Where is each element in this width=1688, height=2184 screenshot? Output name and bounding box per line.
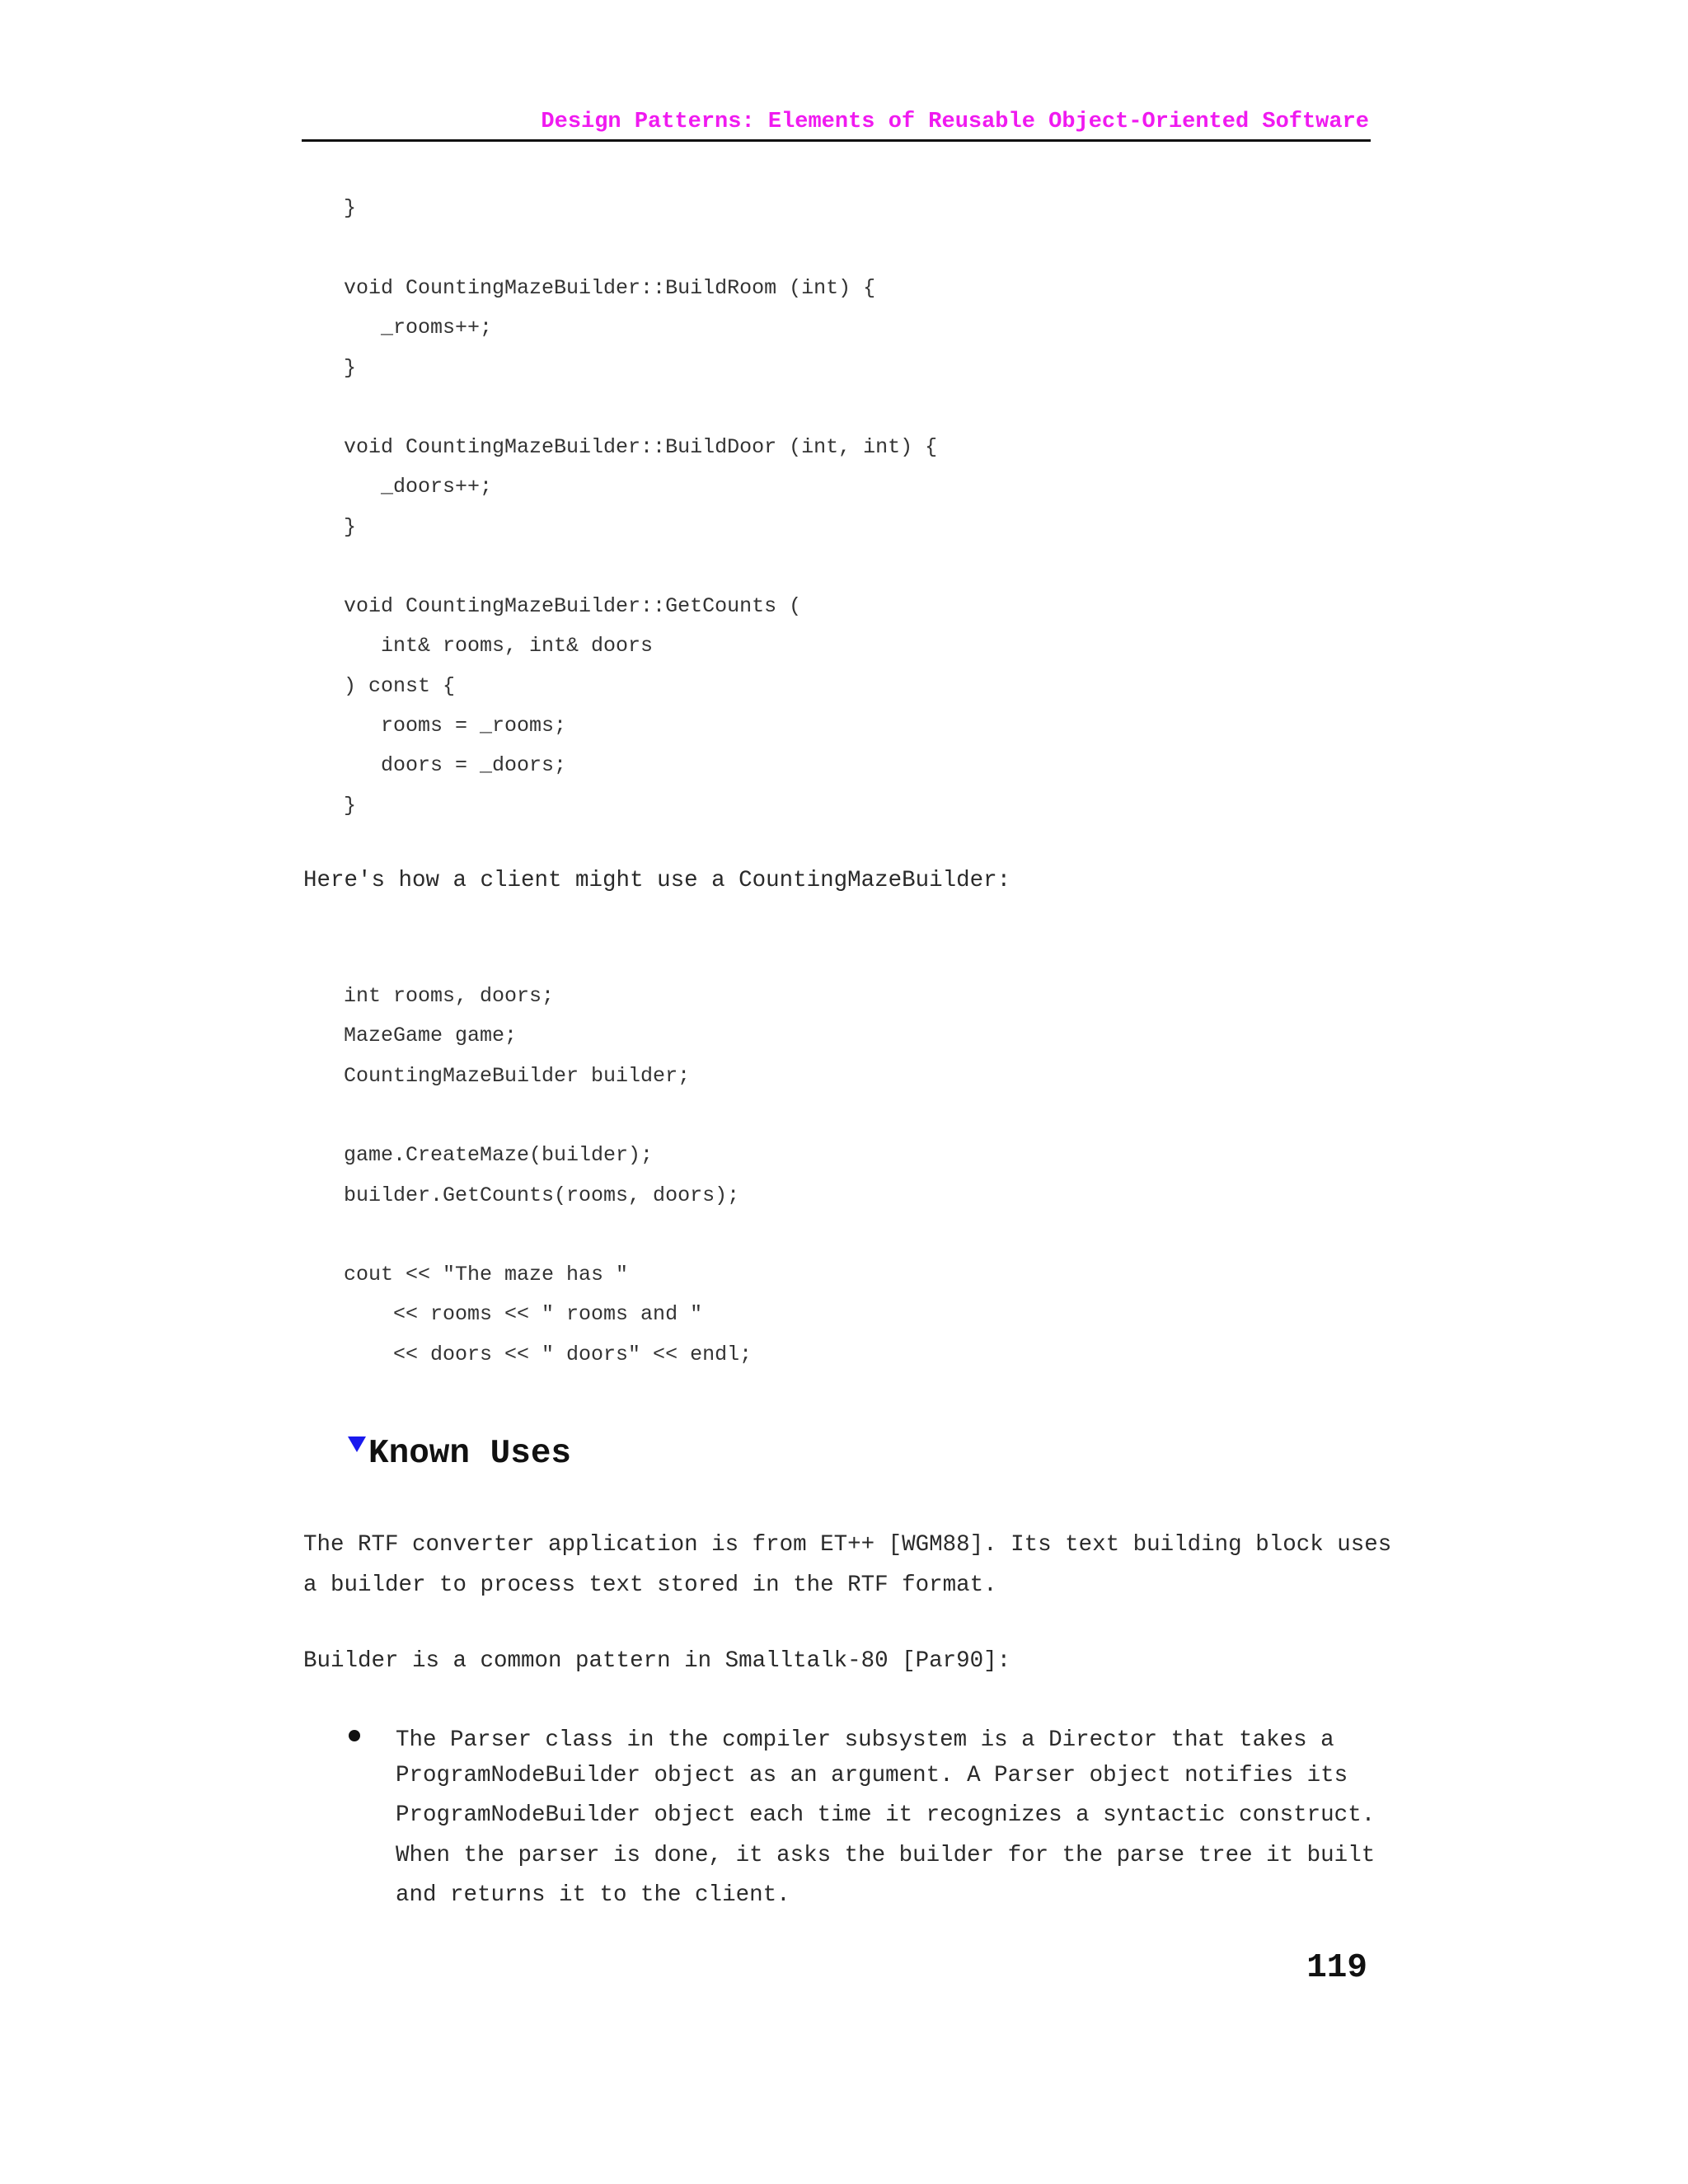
code-line: void CountingMazeBuilder::GetCounts ( xyxy=(344,594,802,618)
code-line: void CountingMazeBuilder::BuildRoom (int) { xyxy=(344,276,876,300)
code-line: } xyxy=(344,196,357,220)
code-line: << rooms << " rooms and " xyxy=(344,1302,703,1326)
code-line: MazeGame game; xyxy=(344,1024,518,1047)
code-line: } xyxy=(344,356,357,380)
code-line: << doors << " doors" << endl; xyxy=(344,1343,753,1366)
header-rule xyxy=(302,139,1371,142)
code-line: rooms = _rooms; xyxy=(344,714,567,738)
paragraph-line: Builder is a common pattern in Smalltalk-80 [Par90]: xyxy=(303,1648,1011,1674)
code-line: } xyxy=(344,515,357,539)
bullet-line: The Parser class in the compiler subsystem is a Director that takes a xyxy=(396,1727,1334,1753)
running-header-title: Design Patterns: Elements of Reusable Object-Oriented Software xyxy=(541,110,1369,134)
code-line: int& rooms, int& doors xyxy=(344,634,654,658)
code-line: _rooms++; xyxy=(344,316,493,340)
intro-paragraph: Here's how a client might use a CountingMazeBuilder: xyxy=(303,868,1011,893)
code-line: doors = _doors; xyxy=(344,753,567,777)
section-heading xyxy=(348,1434,572,1473)
bullet-line: and returns it to the client. xyxy=(396,1882,790,1908)
code-line: game.CreateMaze(builder); xyxy=(344,1143,654,1167)
section-heading-text: Known Uses xyxy=(368,1435,572,1473)
bullet-line: ProgramNodeBuilder object as an argument. A Parser object notifies its xyxy=(396,1763,1348,1788)
triangle-down-icon xyxy=(348,1436,366,1452)
paragraph-line: a builder to process text stored in the RTF format. xyxy=(303,1572,997,1598)
code-line: builder.GetCounts(rooms, doors); xyxy=(344,1183,740,1207)
bullet-icon xyxy=(349,1730,360,1741)
code-line: _doors++; xyxy=(344,475,493,499)
code-line: void CountingMazeBuilder::BuildDoor (int, int) { xyxy=(344,435,938,459)
code-line: CountingMazeBuilder builder; xyxy=(344,1064,691,1088)
code-line: cout << "The maze has " xyxy=(344,1263,629,1286)
code-line: int rooms, doors; xyxy=(344,984,555,1008)
page-number: 119 xyxy=(1306,1949,1367,1987)
code-line: } xyxy=(344,794,357,818)
code-line: ) const { xyxy=(344,674,456,698)
bullet-line: When the parser is done, it asks the builder for the parse tree it built xyxy=(396,1843,1376,1868)
bullet-line: ProgramNodeBuilder object each time it recognizes a syntactic construct. xyxy=(396,1802,1376,1828)
paragraph-line: The RTF converter application is from ET++ [WGM88]. Its text building block uses xyxy=(303,1532,1392,1558)
